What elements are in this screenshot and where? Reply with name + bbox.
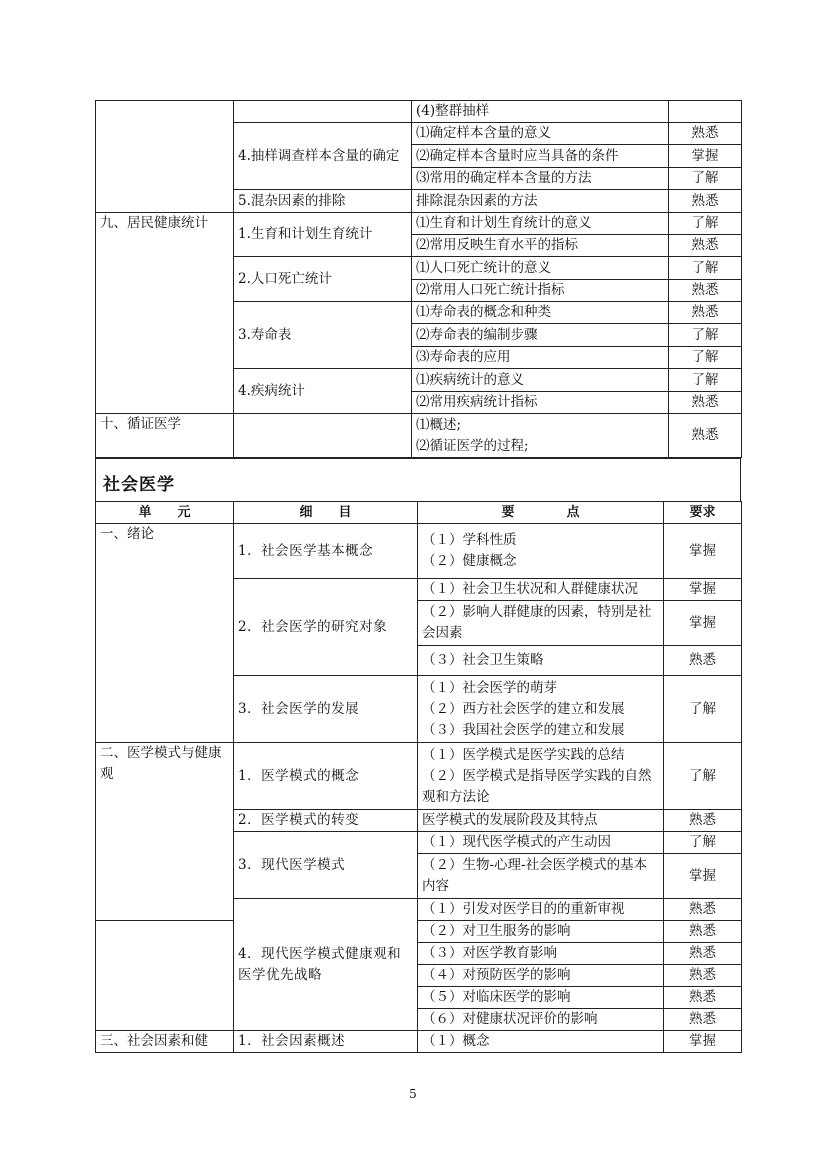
requirement-cell: 了解: [669, 257, 742, 280]
point-cell: （６）对健康状况评价的影响: [418, 1009, 664, 1031]
requirement-cell: 掌握: [664, 854, 742, 899]
point-cell: [418, 524, 664, 579]
point-cell: ⑴确定样本含量的意义: [412, 123, 669, 145]
point-cell: 医学模式的发展阶段及其特点: [418, 810, 664, 832]
requirement-cell: 熟悉: [664, 965, 742, 987]
requirement-cell: 了解: [664, 832, 742, 854]
requirement-cell: 熟悉: [664, 921, 742, 943]
requirement-cell: 熟悉: [669, 123, 742, 145]
point-line: ⑴概述;: [416, 416, 462, 433]
point-cell: （３）对医学教育影响: [418, 943, 664, 965]
requirement-cell: 掌握: [669, 145, 742, 168]
item-cell: 2.人口死亡统计: [234, 257, 412, 302]
requirement-cell: [669, 101, 742, 123]
requirement-cell: 了解: [669, 213, 742, 235]
unit-cell: [96, 921, 234, 943]
point-cell: （１）引发对医学目的的重新审视: [418, 899, 664, 921]
point-line: （１）社会医学的萌芽: [422, 679, 557, 696]
header-item: 细 目: [234, 502, 418, 524]
unit-cell: 二、医学模式与健康观: [96, 743, 234, 921]
item-cell: 2．医学模式的转变: [234, 810, 418, 832]
unit-cell: 九、居民健康统计: [96, 213, 234, 414]
item-cell: [234, 101, 412, 123]
point-cell: ⑵确定样本含量时应当具备的条件: [412, 145, 669, 168]
requirement-cell: 熟悉: [669, 235, 742, 257]
item-cell: 1．社会因素概述: [234, 1031, 418, 1053]
requirement-cell: 熟悉: [669, 190, 742, 213]
point-cell: ⑴人口死亡统计的意义: [412, 257, 669, 280]
header-points: 要 点: [418, 502, 664, 524]
requirement-cell: 了解: [664, 676, 742, 743]
requirement-cell: 熟悉: [669, 280, 742, 302]
requirement-cell: 熟悉: [669, 302, 742, 324]
requirement-cell: 掌握: [664, 1031, 742, 1053]
page-number: 5: [409, 1087, 417, 1101]
point-line: （１）医学模式是医学实践的总结: [422, 746, 625, 763]
point-cell: （２）生物-心理-社会医学模式的基本内容: [418, 854, 664, 899]
requirement-cell: 熟悉: [664, 899, 742, 921]
point-cell: （１）社会卫生状况和人群健康状况: [418, 579, 664, 601]
unit-cell: 十、循证医学: [96, 414, 234, 458]
header-requirement: 要求: [664, 502, 742, 524]
point-cell: [412, 414, 669, 458]
requirement-cell: 熟悉: [664, 810, 742, 832]
requirement-cell: 熟悉: [664, 943, 742, 965]
section-title: 社会医学: [103, 475, 175, 495]
point-cell: ⑴寿命表的概念和种类: [412, 302, 669, 324]
point-cell: ⑴疾病统计的意义: [412, 369, 669, 392]
point-line: （１）学科性质: [422, 532, 517, 548]
point-cell: （２）对卫生服务的影响: [418, 921, 664, 943]
unit-cell: 三、社会因素和健: [96, 1031, 234, 1053]
point-cell: ⑵常用疾病统计指标: [412, 392, 669, 414]
item-cell: 1．医学模式的概念: [234, 743, 418, 810]
point-cell: ⑶常用的确定样本含量的方法: [412, 168, 669, 190]
header-unit: 单 元: [96, 502, 234, 524]
section-title-box: [95, 458, 741, 501]
point-cell: (4)整群抽样: [412, 101, 669, 123]
requirement-cell: 了解: [664, 743, 742, 810]
requirement-cell: 熟悉: [664, 646, 742, 676]
unit-cell: [96, 1009, 234, 1031]
requirement-cell: 掌握: [664, 524, 742, 579]
point-cell: （１）现代医学模式的产生动因: [418, 832, 664, 854]
requirement-cell: 掌握: [664, 601, 742, 646]
point-cell: 排除混杂因素的方法: [412, 190, 669, 213]
item-cell: 1．社会医学基本概念: [234, 524, 418, 579]
item-cell: 3．社会医学的发展: [234, 676, 418, 743]
item-cell: 4.疾病统计: [234, 369, 412, 414]
unit-cell: 一、绪论: [96, 524, 234, 743]
point-line: （３）我国社会医学的建立和发展: [422, 721, 625, 738]
point-cell: [418, 676, 664, 743]
requirement-cell: 熟悉: [669, 414, 742, 458]
point-cell: ⑵常用人口死亡统计指标: [412, 280, 669, 302]
syllabus-table-social-medicine: [95, 501, 742, 1053]
item-cell: 3．现代医学模式: [234, 832, 418, 899]
requirement-cell: 掌握: [664, 579, 742, 601]
syllabus-table-statistics: [95, 100, 742, 458]
point-cell: ⑵常用反映生育水平的指标: [412, 235, 669, 257]
point-cell: （２）影响人群健康的因素，特别是社会因素: [418, 601, 664, 646]
point-cell: ⑴生育和计划生育统计的意义: [412, 213, 669, 235]
item-cell: [234, 414, 412, 458]
point-cell: （１）概念: [418, 1031, 664, 1053]
requirement-cell: 了解: [669, 347, 742, 369]
requirement-cell: 熟悉: [664, 1009, 742, 1031]
point-line: （２）西方社会医学的建立和发展: [422, 700, 625, 717]
item-cell: 4.抽样调查样本含量的确定: [234, 123, 412, 190]
point-line: （２）医学模式是指导医学实践的自然观和方法论: [422, 767, 652, 805]
item-cell: 3.寿命表: [234, 302, 412, 369]
item-cell: 4．现代医学模式健康观和医学优先战略: [234, 899, 418, 1031]
requirement-cell: 了解: [669, 324, 742, 347]
item-cell: 2．社会医学的研究对象: [234, 579, 418, 676]
point-cell: [418, 743, 664, 810]
point-cell: ⑵寿命表的编制步骤: [412, 324, 669, 347]
unit-cell: [96, 101, 234, 213]
point-cell: （３）社会卫生策略: [418, 646, 664, 676]
point-line: （２）健康概念: [422, 553, 517, 569]
requirement-cell: 熟悉: [669, 392, 742, 414]
point-cell: （５）对临床医学的影响: [418, 987, 664, 1009]
point-cell: （４）对预防医学的影响: [418, 965, 664, 987]
requirement-cell: 了解: [669, 168, 742, 190]
requirement-cell: 了解: [669, 369, 742, 392]
point-cell: ⑶寿命表的应用: [412, 347, 669, 369]
unit-cell: [96, 987, 234, 1009]
item-cell: 1.生育和计划生育统计: [234, 213, 412, 257]
item-cell: 5.混杂因素的排除: [234, 190, 412, 213]
unit-cell: [96, 943, 234, 965]
point-line: ⑵循证医学的过程;: [416, 437, 529, 454]
requirement-cell: 熟悉: [664, 987, 742, 1009]
unit-cell: [96, 965, 234, 987]
